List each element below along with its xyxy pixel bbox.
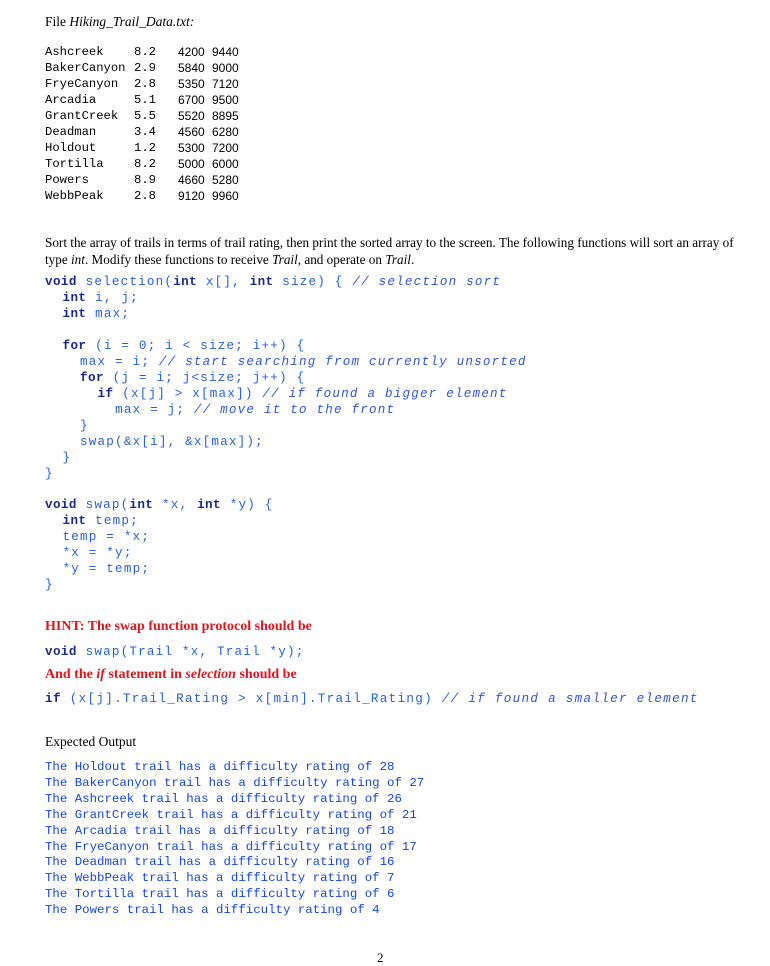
trail-rating: 1.2 [134,141,156,155]
expected-output-block [45,760,424,919]
trail-name: WebbPeak [45,189,104,203]
hint-if-statement [45,691,699,707]
trail-elevation-low: 4560 [178,125,205,139]
trail-rating: 8.2 [134,45,156,59]
trail-elevation-high: 7120 [212,77,239,91]
output-line: The WebbPeak trail has a difficulty rating of 7 [45,871,395,886]
trail-data-table [45,44,246,204]
trail-name: Tortilla [45,157,104,171]
code-comment: // selection sort [352,275,502,289]
trail-elevation-high: 6000 [212,157,239,171]
keyword-int: int [62,307,87,321]
code-text: swap( [76,498,130,512]
trail-elevation-low: 4200 [178,45,205,59]
trail-elevation-low: 4660 [178,173,205,187]
instructions-paragraph [45,234,745,268]
trail-elevation-high: 9000 [212,61,239,75]
trail-elevation-high: 5280 [212,173,239,187]
trail-elevation-high: 8895 [212,109,239,123]
trail-row [45,156,246,172]
hint-text: And the [45,667,97,682]
page-number: 2 [377,950,384,965]
code-line [45,577,273,593]
trail-name: Ashcreek [45,45,104,59]
trail-elevation-high: 9960 [212,189,239,203]
output-line: The Arcadia trail has a difficulty rating of 18 [45,823,395,838]
trail-rating: 2.9 [134,61,156,75]
code-text: i, j; [86,291,139,305]
trail-elevation-low: 5350 [178,77,205,91]
trail-rating: 3.4 [134,125,156,139]
code-text: *x = *y; [62,546,133,560]
code-line [45,338,527,354]
trail-elevation-low: 9120 [178,189,205,203]
keyword-void: void [45,275,77,289]
trail-rating: 5.5 [134,109,156,123]
trail-rating: 8.2 [134,157,156,171]
code-line [45,354,527,370]
trail-row [45,76,246,92]
hint-if-word: if [96,667,105,682]
code-text: selection( [76,275,174,289]
instructions-trail-word: Trail [272,252,298,267]
keyword-void: void [45,498,77,512]
code-text: temp = *x; [62,530,151,544]
code-text: *y) { [220,498,274,512]
trail-rating: 8.9 [134,173,156,187]
code-line [45,370,527,386]
code-line [45,450,527,466]
code-brace: } [80,419,89,433]
trail-name: Holdout [45,141,97,155]
code-text: (x[j] > x[max]) [113,387,263,401]
hint-line-2 [45,667,297,683]
trail-rating: 2.8 [134,77,156,91]
code-text: *y = temp; [62,562,151,576]
code-text: max; [86,307,131,321]
trail-elevation-high: 9440 [212,45,239,59]
keyword-void: void [45,645,77,659]
output-line: The Powers trail has a difficulty rating of 4 [45,903,380,918]
trail-rating: 5.1 [134,93,156,107]
hint-selection-word: selection [185,667,236,682]
keyword-int: int [62,514,87,528]
instructions-text-4: . [410,252,415,267]
code-text: (i = 0; i < size; i++) { [86,339,306,353]
code-text: size) { [273,275,353,289]
keyword-if: if [45,692,61,706]
trail-name: BakerCanyon [45,61,126,75]
output-line: The Ashcreek trail has a difficulty rating of 26 [45,791,402,806]
trail-elevation-low: 5840 [178,61,205,75]
trail-name: Powers [45,173,89,187]
code-line [45,418,527,434]
code-brace: } [45,578,54,592]
code-line [45,529,273,545]
trail-elevation-high: 9500 [212,93,239,107]
trail-name: FryeCanyon [45,77,119,91]
trail-elevation-low: 5000 [178,157,205,171]
output-line: The FryeCanyon trail has a difficulty rating of 17 [45,839,417,854]
hint-line-1: HINT: The swap function protocol should be [45,619,312,634]
code-text: max = j; [115,403,194,417]
trail-row [45,124,246,140]
trail-rating: 2.8 [134,189,156,203]
trail-row [45,172,246,188]
trail-row [45,140,246,156]
code-line [45,561,273,577]
code-comment: // if found a bigger element [262,387,508,401]
code-line [45,386,527,402]
code-text: *x, [153,498,198,512]
trail-name: Arcadia [45,93,97,107]
file-title [45,14,194,30]
code-text: max = i; [80,355,159,369]
instructions-text-3: , and operate on [297,252,386,267]
output-line: The BakerCanyon trail has a difficulty rating of 27 [45,775,425,790]
code-text: temp; [86,514,139,528]
code-brace: } [62,451,72,465]
trail-elevation-high: 6280 [212,125,239,139]
instructions-int-word: int [71,252,85,267]
trail-name: GrantCreek [45,109,119,123]
code-line [45,545,273,561]
swap-function-code [45,497,273,593]
file-title-filename: Hiking_Trail_Data.txt: [69,14,195,29]
keyword-int: int [173,275,198,289]
code-text: (j = i; j<size; j++) { [103,371,306,385]
hint-swap-protocol [45,644,305,660]
code-brace: } [45,467,54,481]
code-comment: // if found a smaller element [441,692,699,706]
trail-elevation-high: 7200 [212,141,239,155]
code-line [45,513,273,529]
code-comment: // move it to the front [193,403,396,417]
code-line [45,290,527,306]
output-line: The Holdout trail has a difficulty rating of 28 [45,760,395,774]
code-text: x[], [197,275,250,289]
trail-row [45,44,246,60]
trail-elevation-low: 5300 [178,141,205,155]
code-line [45,306,527,322]
trail-row [45,60,246,76]
code-line [45,466,527,482]
hint-text: should be [235,667,297,682]
expected-output-heading: Expected Output [45,734,137,749]
code-comment: // start searching from currently unsorted [158,355,527,369]
selection-sort-code [45,274,527,482]
code-text: (x[j].Trail_Rating > x[min].Trail_Rating) [60,692,442,706]
code-text: swap(&x[i], &x[max]); [80,435,264,449]
trail-row [45,92,246,108]
output-line: The GrantCreek trail has a difficulty rating of 21 [45,807,417,822]
code-text: swap(Trail *x, Trail *y); [76,645,305,659]
instructions-text-2: . Modify these functions to receive [84,252,273,267]
output-line: The Tortilla trail has a difficulty rating of 6 [45,887,395,902]
keyword-int: int [129,498,154,512]
keyword-for: for [80,371,104,385]
keyword-if: if [97,387,114,401]
code-line [45,402,527,418]
file-title-prefix: File [45,14,70,29]
code-line [45,434,527,450]
trail-elevation-low: 5520 [178,109,205,123]
keyword-int: int [197,498,221,512]
trail-row [45,108,246,124]
trail-row [45,188,246,204]
code-line [45,274,527,290]
keyword-for: for [62,339,87,353]
trail-name: Deadman [45,125,97,139]
trail-elevation-low: 6700 [178,93,205,107]
output-line: The Deadman trail has a difficulty rating of 16 [45,855,395,870]
keyword-int: int [249,275,274,289]
keyword-int: int [62,291,87,305]
hint-text: statement in [104,667,186,682]
code-line [45,497,273,513]
code-line [45,322,527,338]
instructions-text-1: Sort the array of trails in terms of trail rating, then print the sorted array to the screen. The following functions will sort an array of type [45,235,734,267]
instructions-trail-word-2: Trail [385,252,411,267]
